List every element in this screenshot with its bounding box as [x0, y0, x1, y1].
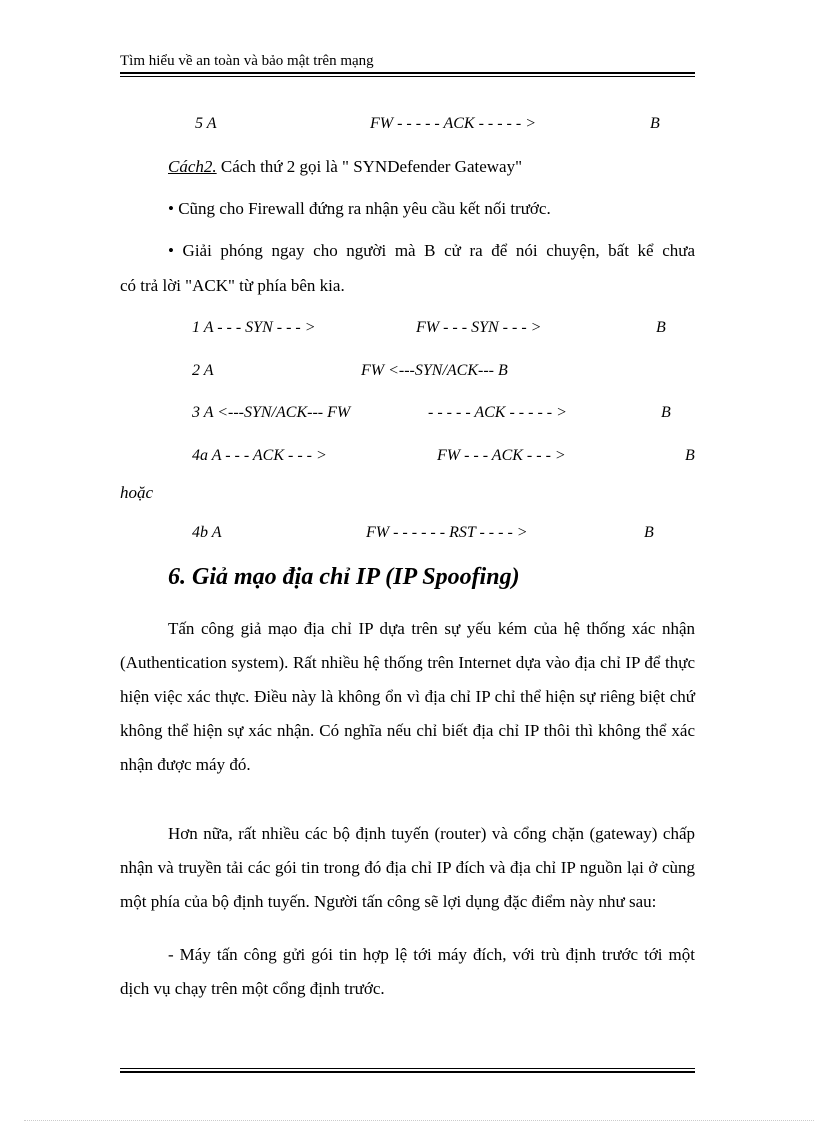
method2-text: Cách thứ 2 gọi là " SYNDefender Gateway" [216, 157, 523, 176]
row-cell: - - - - - ACK - - - - - > [428, 404, 567, 421]
row-cell: B [661, 404, 671, 421]
row-cell: FW - - - ACK - - - > [437, 447, 566, 464]
bullet-1: • Cũng cho Firewall đứng ra nhận yêu cầu kết nối trước. [168, 199, 551, 218]
row-cell: 2 A [192, 362, 214, 379]
list-item: - Máy tấn công gửi gói tin hợp lệ tới máy đích, với trù định trước tới một dịch vụ chạy trên một cổng định trước. [120, 945, 695, 998]
page-edge [24, 1120, 814, 1121]
header-rule [120, 72, 695, 77]
row-cell: 4a A - - - ACK - - - > [192, 447, 327, 464]
or-connector: hoặc [120, 483, 154, 502]
paragraph-2: Hơn nữa, rất nhiều các bộ định tuyến (router) và cổng chặn (gateway) chấp nhận và truyền tải các gói tin trong đó địa chỉ IP đích và địa chỉ IP nguồn lại ở cùng một phía của bộ định tuyến. Người tấn công sẽ lợi dụng đặc điểm này như sau: [120, 824, 695, 911]
method2-line [168, 157, 522, 177]
header-title: Tìm hiểu về an toàn và bảo mật trên mạng [120, 53, 374, 69]
footer-rule [120, 1068, 695, 1073]
row-cell: 3 A <---SYN/ACK--- FW [192, 404, 351, 421]
row-cell: B [685, 447, 695, 464]
paragraph-1: Tấn công giả mạo địa chỉ IP dựa trên sự yếu kém của hệ thống xác nhận (Authentication system). Rất nhiều hệ thống trên Internet dựa vào địa chỉ IP để thực hiện việc xác thực. Điều này là không ổn vì địa chỉ IP chỉ thể hiện sự riêng biệt chứ không thể hiện sự xác nhận. Có nghĩa nếu chỉ biết địa chỉ IP thôi thì không thể xác nhận được máy đó. [120, 619, 695, 774]
row-cell: B [650, 115, 660, 132]
row-cell: FW - - - - - - RST - - - - > [366, 524, 528, 541]
row-cell: FW <---SYN/ACK--- B [361, 362, 508, 379]
bullet-2: • Giải phóng ngay cho người mà B cử ra để nói chuyện, bất kể chưa [168, 241, 695, 260]
row-cell: FW - - - SYN - - - > [416, 319, 542, 336]
bullet-2-continuation: có trả lời "ACK" từ phía bên kia. [120, 276, 345, 295]
method2-label: Cách2. [168, 157, 217, 176]
row-cell: B [656, 319, 666, 336]
row-cell: 4b A [192, 524, 222, 541]
row-cell: 1 A - - - SYN - - - > [192, 319, 316, 336]
section-heading: 6. Giả mạo địa chỉ IP (IP Spoofing) [168, 564, 520, 590]
row-cell: 5 A [195, 115, 217, 132]
row-cell: B [644, 524, 654, 541]
row-cell: FW - - - - - ACK - - - - - > [370, 115, 537, 132]
